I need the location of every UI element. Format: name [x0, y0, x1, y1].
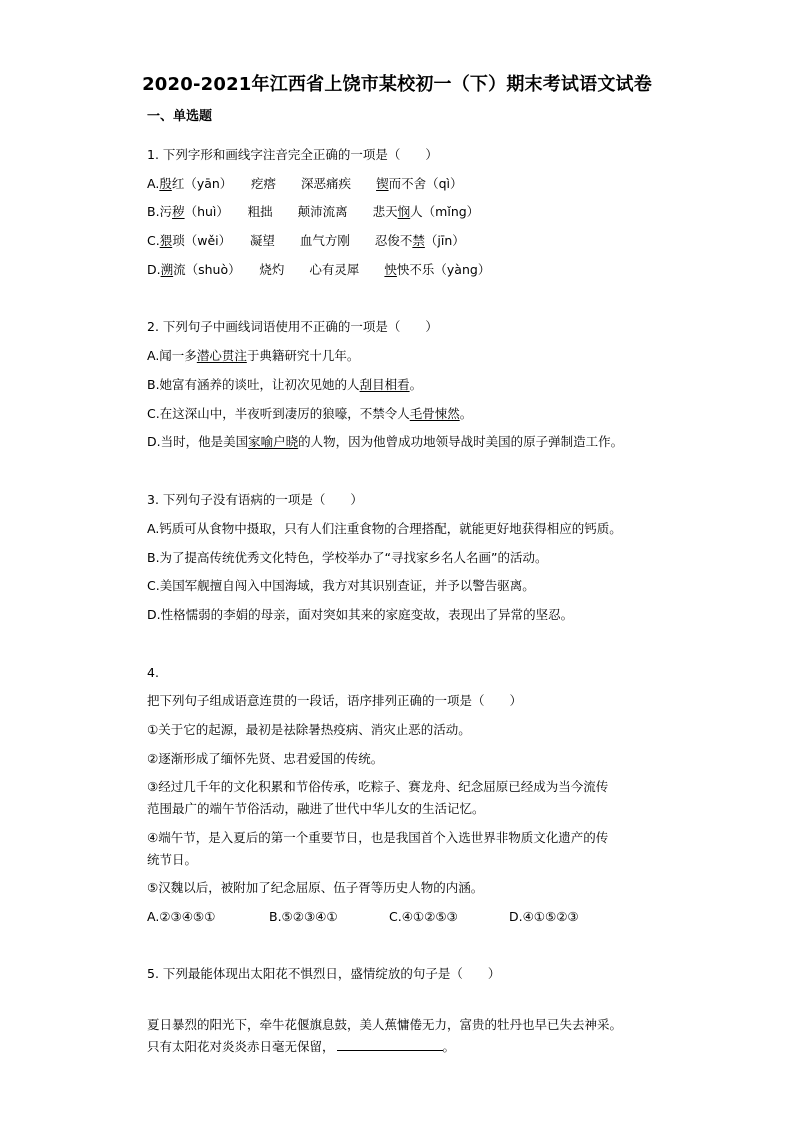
- q2-option-d: D.当时，他是美国家喻户晓的人物，因为他曾成功地领导战时美国的原子弹制造工作。: [147, 434, 624, 449]
- section-heading: 一、单选题: [147, 109, 213, 124]
- q3-option-b: B.为了提高传统优秀文化特色，学校举办了“寻找家乡名人名画”的活动。: [147, 550, 548, 565]
- q4-option-a: A.②③④⑤①: [147, 909, 216, 924]
- q4-option-d: D.④①⑤②③: [509, 909, 579, 924]
- q1-option-c: C.猥琐（wěi） 凝望 血气方刚 忍俊不禁（jīn）: [147, 233, 465, 248]
- q4-sentence-3a: ③经过几千年的文化积累和节俗传承，吃粽子、赛龙舟、纪念屈原已经成为当今流传: [147, 779, 609, 794]
- q4-stem: 把下列句子组成语意连贯的一段话，语序排列正确的一项是（ ）: [147, 693, 523, 708]
- q4-sentence-4a: ④端午节，是入夏后的第一个重要节日，也是我国首个入选世界非物质文化遗产的传: [147, 830, 609, 845]
- q3-option-a: A.钙质可从食物中摄取，只有人们注重食物的合理搭配，就能更好地获得相应的钙质。: [147, 521, 622, 536]
- q1-option-d: D.溯流（shuò） 烧灼 心有灵犀 怏怏不乐（yàng）: [147, 262, 491, 277]
- q4-sentence-2: ②逐渐形成了缅怀先贤、忠君爱国的传统。: [147, 751, 384, 766]
- q5-passage-1: 夏日暴烈的阳光下，牵牛花偃旗息鼓，美人蕉慵倦无力，富贵的牡丹也早已失去神采。: [147, 1017, 623, 1032]
- q4-option-b: B.⑤②③④①: [269, 909, 338, 924]
- q4-sentence-1: ①关于它的起源，最初是祛除暑热疫病、消灾止恶的活动。: [147, 722, 471, 737]
- q4-sentence-4b: 统节日。: [147, 852, 198, 867]
- q2-option-c: C.在这深山中，半夜听到凄厉的狼嚎，不禁令人毛骨悚然。: [147, 406, 473, 421]
- q4-option-c: C.④①②⑤③: [389, 909, 458, 924]
- q1-option-a: A.殷红（yān） 疙瘩 深恶痛疾 锲而不舍（qì）: [147, 176, 463, 191]
- q4-number: 4.: [147, 665, 159, 680]
- q4-sentence-5: ⑤汉魏以后，被附加了纪念屈原、伍子胥等历史人物的内涵。: [147, 880, 484, 895]
- page-title: 2020-2021年江西省上饶市某校初一（下）期末考试语文试卷: [142, 74, 652, 95]
- q1-stem: 1. 下列字形和画线字注音完全正确的一项是（ ）: [147, 147, 438, 162]
- q2-option-a: A.闻一多潜心贯注于典籍研究十几年。: [147, 348, 360, 363]
- q3-stem: 3. 下列句子没有语病的一项是（ ）: [147, 492, 363, 507]
- q4-options: [147, 909, 579, 925]
- q4-sentence-3b: 范围最广的端午节俗活动，融进了世代中华儿女的生活记忆。: [147, 801, 485, 816]
- q2-stem: 2. 下列句子中画线词语使用不正确的一项是（ ）: [147, 319, 438, 334]
- q2-option-b: B.她富有涵养的谈吐，让初次见她的人刮目相看。: [147, 377, 423, 392]
- answer-blank[interactable]: [337, 1038, 443, 1051]
- q3-option-c: C.美国军舰擅自闯入中国海域，我方对其识别查证，并予以警告驱离。: [147, 578, 535, 593]
- q5-passage-2: 只有太阳花对炎炎赤日毫无保留， 。: [147, 1039, 456, 1054]
- q3-option-d: D.性格懦弱的李娟的母亲，面对突如其来的家庭变故，表现出了异常的坚忍。: [147, 607, 574, 622]
- q1-option-b: B.污秽（huì） 粗拙 颠沛流离 悲天悯人（mǐng）: [147, 204, 480, 219]
- q5-stem: 5. 下列最能体现出太阳花不惧烈日，盛情绽放的句子是（ ）: [147, 966, 501, 981]
